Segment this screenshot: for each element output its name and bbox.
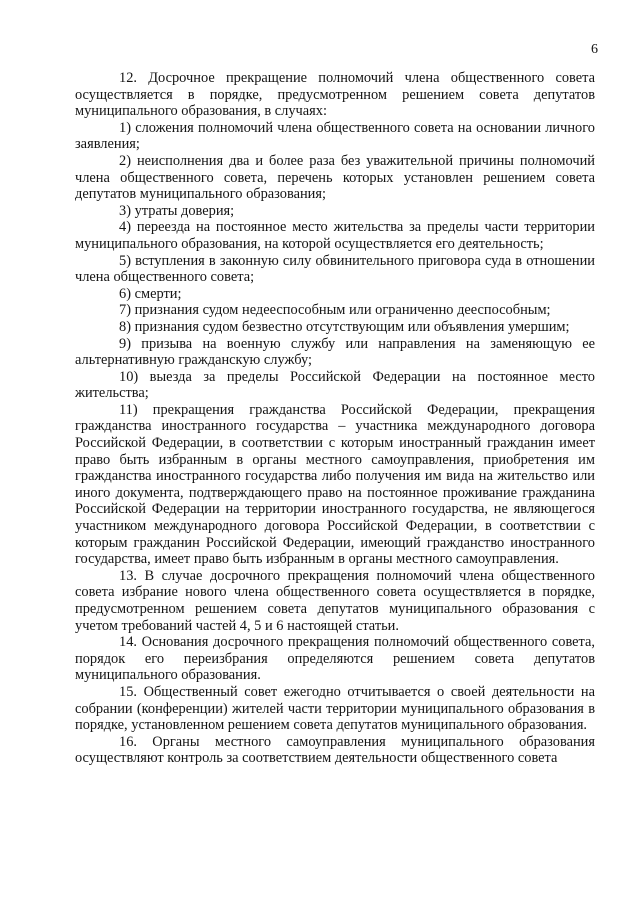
list-item-1: 1) сложения полномочий члена общественного совета на основании личного заявления; xyxy=(75,119,595,153)
list-item-5: 5) вступления в законную силу обвинительного приговора суда в отношении члена общественного совета; xyxy=(75,252,595,286)
paragraph-16: 16. Органы местного самоуправления муниципального образования осуществляют контроль за соответствием деятельности общественного совета xyxy=(75,733,595,767)
list-item-11: 11) прекращения гражданства Российской Федерации, прекращения гражданства иностранного государства – участника международного договора Российской Федерации, в соответствии с которым иностранный гражданин имеет право быть избранным в органы местного самоуправления, приобретения им гражданства иностранного государства либо получения им вида на жительство или иного документа, подтверждающего право на постоянное проживание гражданина Российской Федерации на территории иностранного государства, не являющегося участником международного договора Российской Федерации, в соответствии с которым гражданин Российской Федерации, имеющий гражданство иностранного государства, имеет право быть избранным в органы местного самоуправления. xyxy=(75,401,595,568)
page-number: 6 xyxy=(591,42,598,57)
paragraph-14: 14. Основания досрочного прекращения полномочий общественного совета, порядок его переизбрания определяются решением совета депутатов муниципального образования. xyxy=(75,634,595,684)
paragraph-15: 15. Общественный совет ежегодно отчитывается о своей деятельности на собрании (конференции) жителей части территории муниципального образования в порядке, установленном решением совета депутатов муниципального образования. xyxy=(75,683,595,734)
list-item-10: 10) выезда за пределы Российской Федерации на постоянное место жительства; xyxy=(75,368,595,402)
paragraph-13: 13. В случае досрочного прекращения полномочий члена общественного совета избрание нового члена общественного совета осуществляется в порядке, предусмотренном решением совета депутатов муниципального образования с учетом требований частей 4, 5 и 6 настоящей статьи. xyxy=(75,567,595,634)
list-item-4: 4) переезда на постоянное место жительства за пределы части территории муниципального образования, на которой осуществляется его деятельность; xyxy=(75,219,595,252)
list-item-3: 3) утраты доверия; xyxy=(119,202,235,219)
paragraph-12: 12. Досрочное прекращение полномочий члена общественного совета осуществляется в порядке, предусмотренном решением совета депутатов муниципального образования, в случаях: xyxy=(75,70,595,120)
list-item-7: 7) признания судом недееспособным или ограниченно дееспособным; xyxy=(119,302,551,319)
list-item-2: 2) неисполнения два и более раза без уважительной причины полномочий члена общественного совета, перечень которых установлен решением совета депутатов муниципального образования; xyxy=(75,152,595,203)
document-body xyxy=(75,70,595,767)
list-item-8: 8) признания судом безвестно отсутствующим или объявления умершим; xyxy=(119,318,570,335)
list-item-6: 6) смерти; xyxy=(119,285,182,302)
list-item-9: 9) призыва на военную службу или направления на заменяющую ее альтернативную гражданскую службу; xyxy=(75,335,595,369)
